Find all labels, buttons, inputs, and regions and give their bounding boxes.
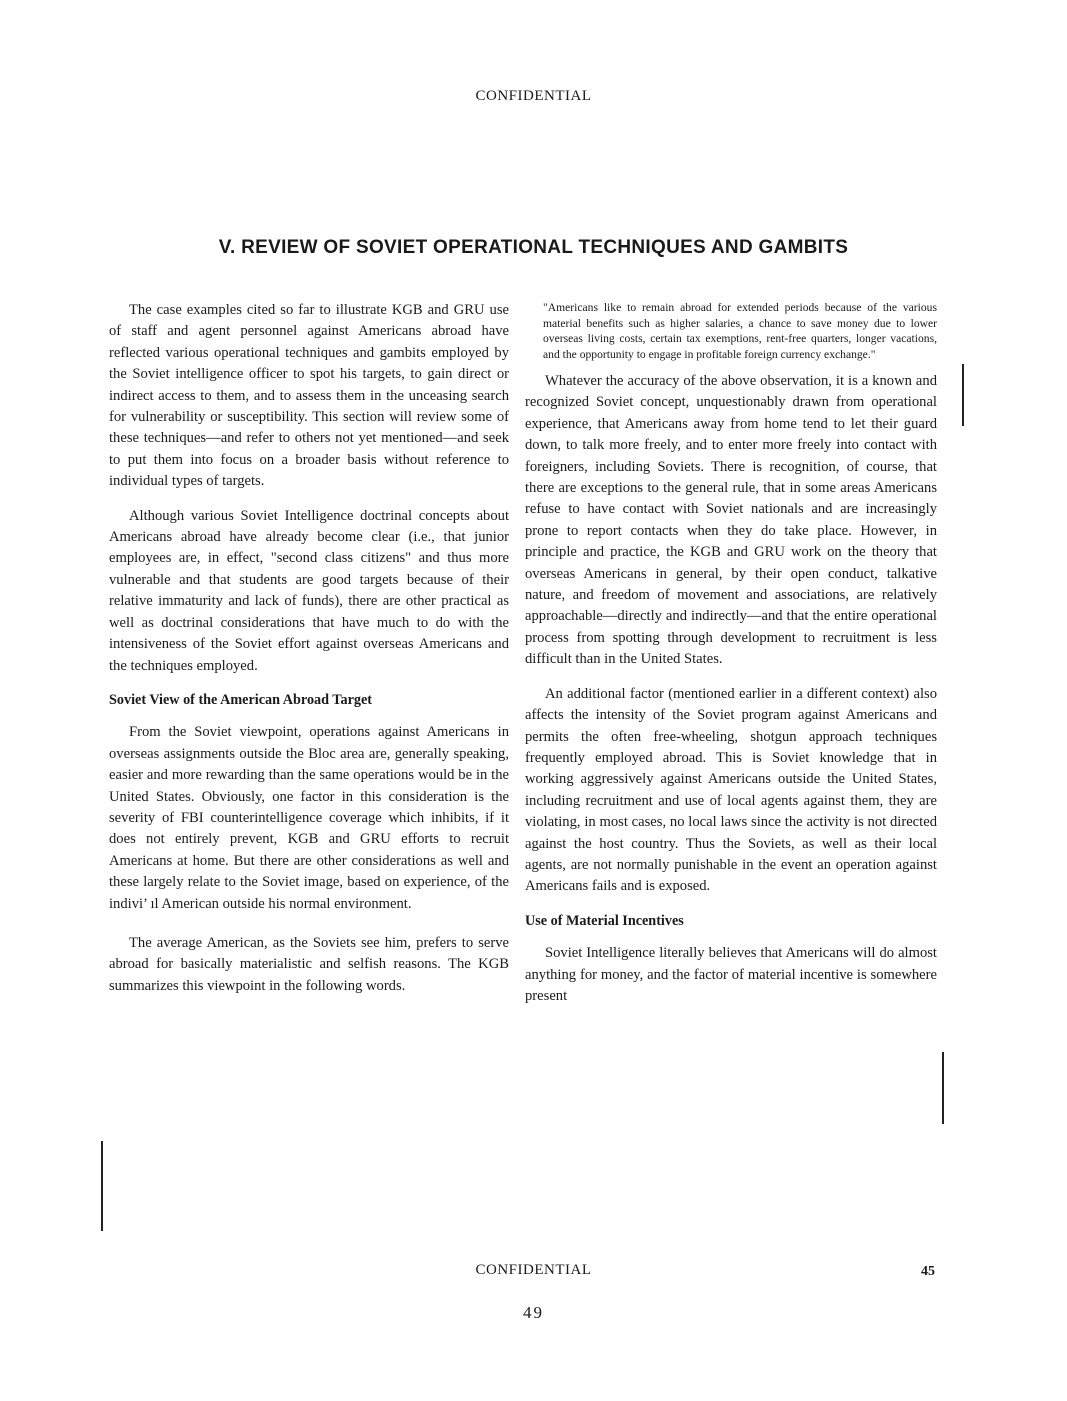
paragraph-average-american: The average American, as the Soviets see him, prefers to serve abroad for basically materialistic and selfish reasons. The KGB summarizes this viewpoint in the following words. <box>109 934 509 994</box>
left-column <box>109 300 509 1010</box>
classification-header: CONFIDENTIAL <box>475 88 592 104</box>
page-number: 45 <box>921 1264 935 1279</box>
margin-change-bar <box>101 1141 103 1231</box>
subheading-soviet-view: Soviet View of the American Abroad Target <box>109 691 372 708</box>
paragraph-material-incentive: Soviet Intelligence literally believes that Americans will do almost anything for money, and the factor of material incentive is somewhere present <box>525 945 937 1004</box>
paragraph-accuracy: Whatever the accuracy of the above observation, it is a known and recognized Soviet concept, unquestionably drawn from operational experience, that Americans away from home tend to let their guard down, to talk more freely, and to enter more freely into contact with foreigners, including Soviets. There is recognition, of course, that there are exceptions to the general rule, that in some areas Americans refuse to have contact with Soviet nationals and are increasingly prone to report contacts when they do take place. However, in principle and practice, the KGB and GRU work on the theory that overseas Americans in general, by their open conduct, talkative nature, and freedom of movement and associations, are relatively approachable—directly and indirectly—and that the entire operational process from spotting through development to recruitment is less difficult than in the United States. <box>525 373 937 668</box>
margin-change-bar <box>942 1052 944 1124</box>
margin-change-bar <box>962 364 964 426</box>
classification-footer: CONFIDENTIΑL <box>475 1262 592 1278</box>
section-title: V. REVIEW OF SOVIET OPERATIONAL TECHNIQUES AND GAMBITS <box>218 237 849 258</box>
sequence-number: 49 <box>523 1303 544 1322</box>
subheading-material-incentives: Use of Material Incentives <box>525 912 684 929</box>
paragraph-soviet-viewpoint: From the Soviet viewpoint, operations against Americans in overseas assignments outside the Bloc area are, generally speaking, easier and more rewarding than the same operations would be in the United States. Obviously, one factor in this consideration is the severity of FBI counterintelligence coverage which inhibits, if it does not entirely prevent, KGB and GRU efforts to recruit Americans at home. But there are other considerations as well and these largely relate to the Soviet image, based on experience, of the indivi’ ıl American outside his normal environment. <box>109 724 509 912</box>
right-column <box>525 300 937 1020</box>
paragraph-additional-factor: An additional factor (mentioned earlier in a different context) also affects the intensity of the Soviet program against Americans and permits the often free-wheeling, shotgun approach techniques frequently employed abroad. This is Soviet knowledge that in working aggressively against Americans outside the United States, including recruitment and use of local agents against them, they are violating, in most cases, no local laws since the activity is not directed against the host country. Thus the Soviets, as well as their local agents, are not normally punishable in the event an operation against Americans fails and is exposed. <box>525 685 937 895</box>
kgb-quote: "Americans like to remain abroad for extended periods because of the various material benefits such as higher salaries, a chance to save money due to lower overseas living costs, certain tax exemptions, rent-free quarters, longer vacations, and the opportunity to engage in profitable foreign currency exchange." <box>543 301 937 361</box>
paragraph-doctrinal-concepts: Although various Soviet Intelligence doctrinal concepts about Americans abroad have already become clear (i.e., that junior employees are, in effect, "second class citizens" and thus more vulnerable and that students are good targets because of their relative immaturity and lack of funds), there are other practical as well as doctrinal considerations that have much to do with the intensiveness of the Soviet effort against overseas Americans and the techniques employed. <box>109 507 509 674</box>
paragraph-intro: The case examples cited so far to illustrate KGB and GRU use of staff and agent personnel against Americans abroad have reflected various operational techniques and gambits employed by the Soviet intelligence officer to spot his targets, to gain direct or indirect access to them, and to assess them in the unceasing search for vulnerability or susceptibility. This section will review some of these techniques—and refer to others not yet mentioned—and seek to put them into focus on a broader basis without reference to individual types of targets. <box>109 302 509 490</box>
